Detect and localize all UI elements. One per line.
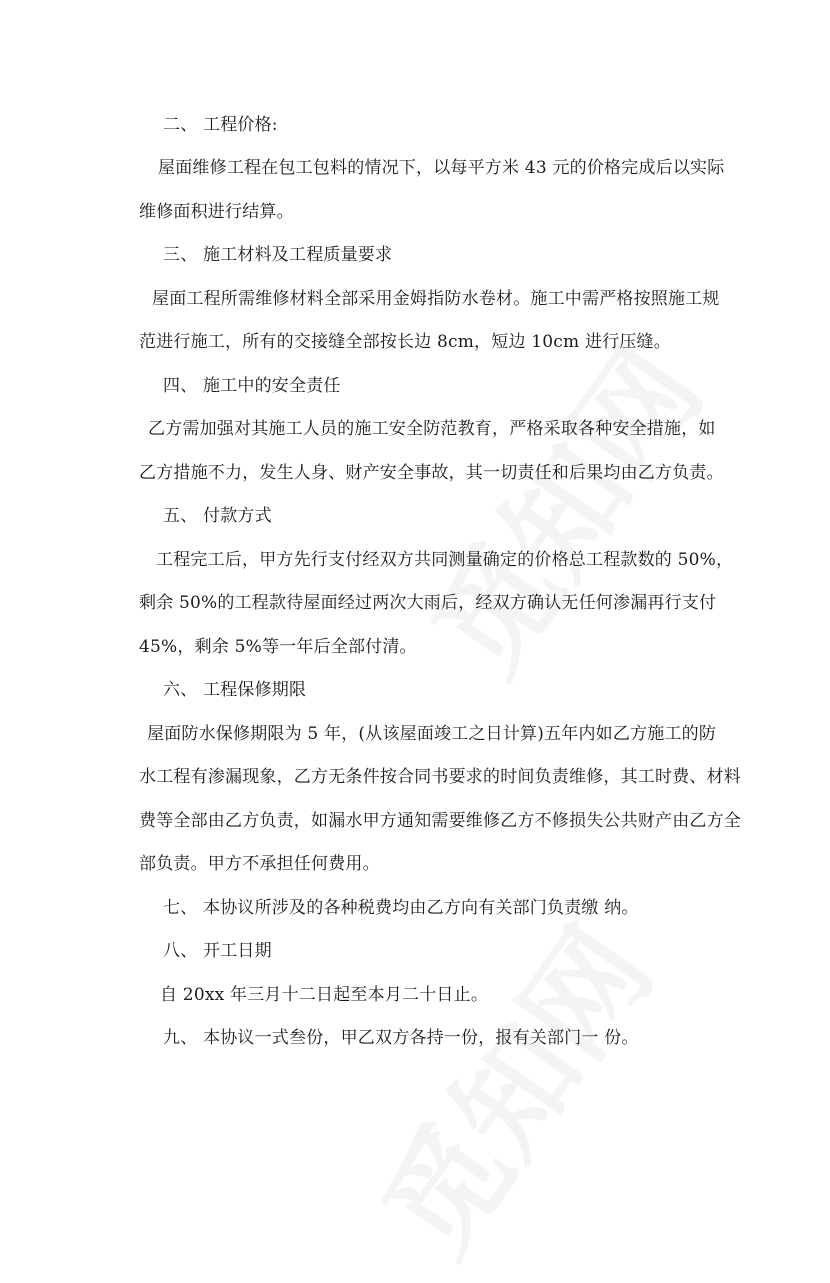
paragraph-line: 屋面维修工程在包工包料的情况下，以每平方米 43 元的价格完成后以实际 bbox=[158, 158, 725, 178]
section-heading-taxes: 七、 本协议所涉及的各种税费均由乙方向有关部门负责缴 纳。 bbox=[163, 898, 639, 918]
section-heading-start-date: 八、 开工日期 bbox=[163, 941, 272, 961]
paragraph-line: 45%，剩余 5%等一年后全部付清。 bbox=[139, 637, 417, 657]
paragraph-line: 乙方需加强对其施工人员的施工安全防范教育，严格采取各种安全措施，如 bbox=[148, 419, 716, 439]
paragraph-line: 剩余 50%的工程款待屋面经过两次大雨后，经双方确认无任何渗漏再行支付 bbox=[139, 593, 717, 613]
paragraph-line: 部负责。甲方不承担任何费用。 bbox=[139, 854, 380, 874]
section-heading-warranty: 六、 工程保修期限 bbox=[163, 680, 307, 700]
paragraph-line: 自 20xx 年三月十二日起至本月二十日止。 bbox=[160, 985, 489, 1005]
paragraph-line: 屋面防水保修期限为 5 年，(从该屋面竣工之日计算)五年内如乙方施工的防 bbox=[147, 724, 717, 744]
paragraph-line: 水工程有渗漏现象，乙方无条件按合同书要求的时间负责维修，其工时费、材料 bbox=[139, 767, 741, 787]
paragraph-line: 工程完工后，甲方先行支付经双方共同测量确定的价格总工程款数的 50%， bbox=[156, 550, 734, 570]
section-heading-safety: 四、 施工中的安全责任 bbox=[163, 376, 341, 396]
paragraph-line: 费等全部由乙方负责，如漏水甲方通知需要维修乙方不修损失公共财产由乙方全 bbox=[139, 811, 741, 831]
paragraph-line: 乙方措施不力，发生人身、财产安全事故，其一切责任和后果均由乙方负责。 bbox=[139, 463, 724, 483]
paragraph-line: 屋面工程所需维修材料全部采用金姆指防水卷材。施工中需严格按照施工规 bbox=[152, 289, 720, 309]
paragraph-line: 范进行施工，所有的交接缝全部按长边 8cm，短边 10cm 进行压缝。 bbox=[139, 332, 671, 352]
section-heading-copies: 九、 本协议一式叁份，甲乙双方各持一份，报有关部门一 份。 bbox=[163, 1028, 639, 1048]
section-heading-materials: 三、 施工材料及工程质量要求 bbox=[163, 245, 393, 265]
section-heading-payment: 五、 付款方式 bbox=[163, 506, 272, 526]
section-heading-price: 二、 工程价格: bbox=[163, 115, 278, 135]
paragraph-line: 维修面积进行结算。 bbox=[139, 202, 294, 222]
